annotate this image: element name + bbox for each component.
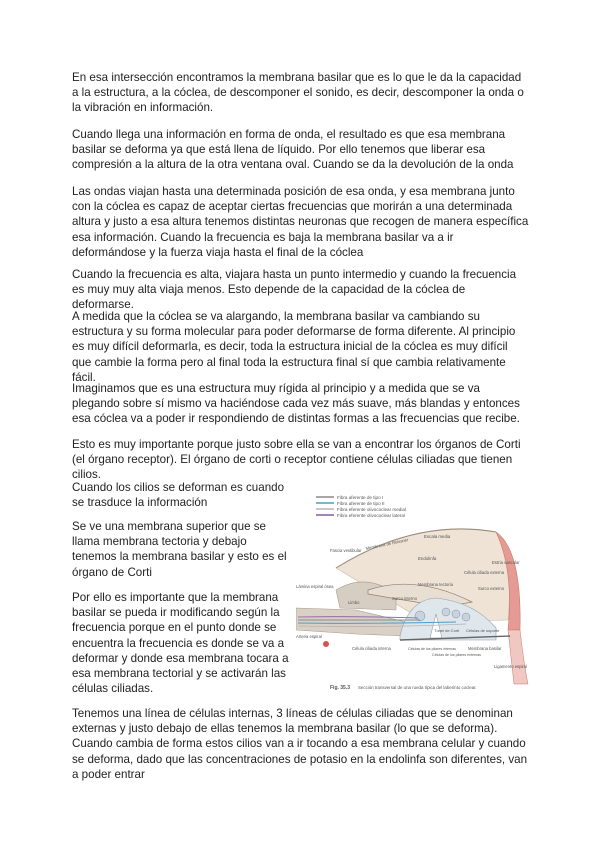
side-paragraph-1: Cuando los cilios se deforman es cuando se trasduce la información xyxy=(72,481,285,510)
label-endolinfa: Endolinfa xyxy=(418,556,437,561)
paragraph-7: Esto es muy importante porque justo sobre ella se van a encontrar los órganos de Corti (el órgano receptor). El órgano de corti o receptor contiene células ciliadas que tienen cilios. xyxy=(72,438,521,482)
spiral-artery-dot xyxy=(323,641,329,647)
label-membrana-basilar: Membrana basilar xyxy=(468,646,502,651)
label-membrana-tectoria: Membrana tectoria xyxy=(418,582,453,587)
label-limbo: Limbo xyxy=(348,600,360,605)
label-estria-vascular: Estría vascular xyxy=(492,560,520,565)
spiral-ligament xyxy=(508,630,528,684)
label-celulas-pilares-internas: Células de los pilares internas xyxy=(408,647,456,651)
legend-label-3: Fibra eferente olivococlear medial xyxy=(337,507,406,512)
paragraph-6: Imaginamos que es una estructura muy rígida al principio y a medida que se va plegando sobre sí mismo va haciéndose cada vez más suave, más blandas y entonces esa cóclea va a poder ir respondiendo de distintas formas a las frecuencias que recibe. xyxy=(72,382,520,426)
label-celulas-pilares-externas: Células de los pilares externas xyxy=(432,653,481,657)
paragraph-3: Las ondas viajan hasta una determinada posición de esa onda, y esa membrana junto con la cóclea es capaz de aceptar ciertas frecuencias que morirán a una determinada altura y justo a esa altura tenemos distintas neuronas que recogen de manera específica esa información. Cuando la frecuencia es baja la membrana basilar va a ir deformándose y la fuerza viaja hasta el final de la cóclea xyxy=(72,185,529,259)
final-paragraph: Tenemos una línea de células internas, 3 líneas de células ciliadas que se denominan externas y justo debajo de ellas tenemos la membrana basilar (lo que se deforma). Cuando cambia de forma estos cilios van a ir tocando a esa membrana celular y cuando se deforma, dado que las concentraciones de potasio en la endolinfa son diferentes, van a poder entrar xyxy=(72,707,528,781)
label-celula-ciliada-interna: Célula ciliada interna xyxy=(352,646,391,651)
cochlea-diagram xyxy=(296,490,530,694)
label-escala-media: Escala media xyxy=(424,534,451,539)
label-membrana-reissner: Membrana de Reissner xyxy=(365,537,409,551)
side-paragraph-3: Por ello es importante que la membrana basilar se pueda ir modificando según la frecuencia porque en el punto donde se encuentra la frecuencia es donde se va a deformar y donde esa membrana tocara a esa membrana tectorial y se activarán las células ciliadas. xyxy=(72,591,289,696)
figure-caption-number: Fig. 35.3 xyxy=(330,685,351,691)
outer-hair-cell-2 xyxy=(452,610,460,618)
paragraph-5: A medida que la cóclea se va alargando, la membrana basilar va cambiando su estructura y su forma molecular para poder deformarse de forma diferente. Al principio es muy difícil deformarla, es decir, toda la estructura inicial de la cóclea es muy difícil que cambie la forma pero al final toda la estructura final sí que cambia relativamente fácil. xyxy=(72,310,516,384)
label-surco-externo: Surco externo xyxy=(478,586,505,591)
outer-hair-cell-3 xyxy=(462,613,470,621)
figure-caption-text: Sección transversal de una rueda típica del laberinto coclear. xyxy=(358,685,477,690)
label-lamina-espiral-osea: Lámina espiral ósea xyxy=(296,584,334,589)
label-celula-ciliada-externa: Célula ciliada externa xyxy=(464,570,505,575)
label-celulas-soporte: Células de soporte xyxy=(466,628,500,633)
label-arteria-espiral: Arteria espiral xyxy=(296,634,322,639)
label-fascia-vestibular: Fascia vestibular xyxy=(330,548,362,553)
label-surco-interno: Surco interno xyxy=(392,596,417,601)
paragraph-1: En esa intersección encontramos la membrana basilar que es lo que le da la capacidad a la estructura, a la cóclea, de descomponer el sonido, es decir, descomponer la onda o la vibración en información. xyxy=(72,71,524,115)
paragraph-2: Cuando llega una información en forma de onda, el resultado es que esa membrana basilar se deforma ya que está llena de líquido. Por ello tenemos que liberar esa compresión a la altura de la otra ventana oval. Cuando se da la devolución de la onda xyxy=(72,128,514,172)
label-ligamento-espiral: Ligamento espiral xyxy=(494,664,528,669)
legend-label-1: Fibra aferente de tipo I xyxy=(337,495,384,500)
cochlea-cross-section-figure xyxy=(296,490,530,694)
legend-label-2: Fibra aferente de tipo II xyxy=(337,501,385,506)
paragraph-4: Cuando la frecuencia es alta, viajara hasta un punto intermedio y cuando la frecuencia es muy muy alta viaja menos. Esto depende de la capacidad de la cóclea de deformarse. xyxy=(72,268,517,312)
label-tunel-corti: Túnel de Corti xyxy=(434,628,460,633)
figure-legend xyxy=(316,495,406,518)
outer-hair-cell-1 xyxy=(442,608,450,616)
side-paragraph-2: Se ve una membrana superior que se llama membrana tectoria y debajo tenemos la membrana basilar y esto es el órgano de Corti xyxy=(72,520,287,579)
legend-label-4: Fibra eferente olivococlear lateral xyxy=(337,513,405,518)
bony-spiral-lamina xyxy=(296,608,406,636)
